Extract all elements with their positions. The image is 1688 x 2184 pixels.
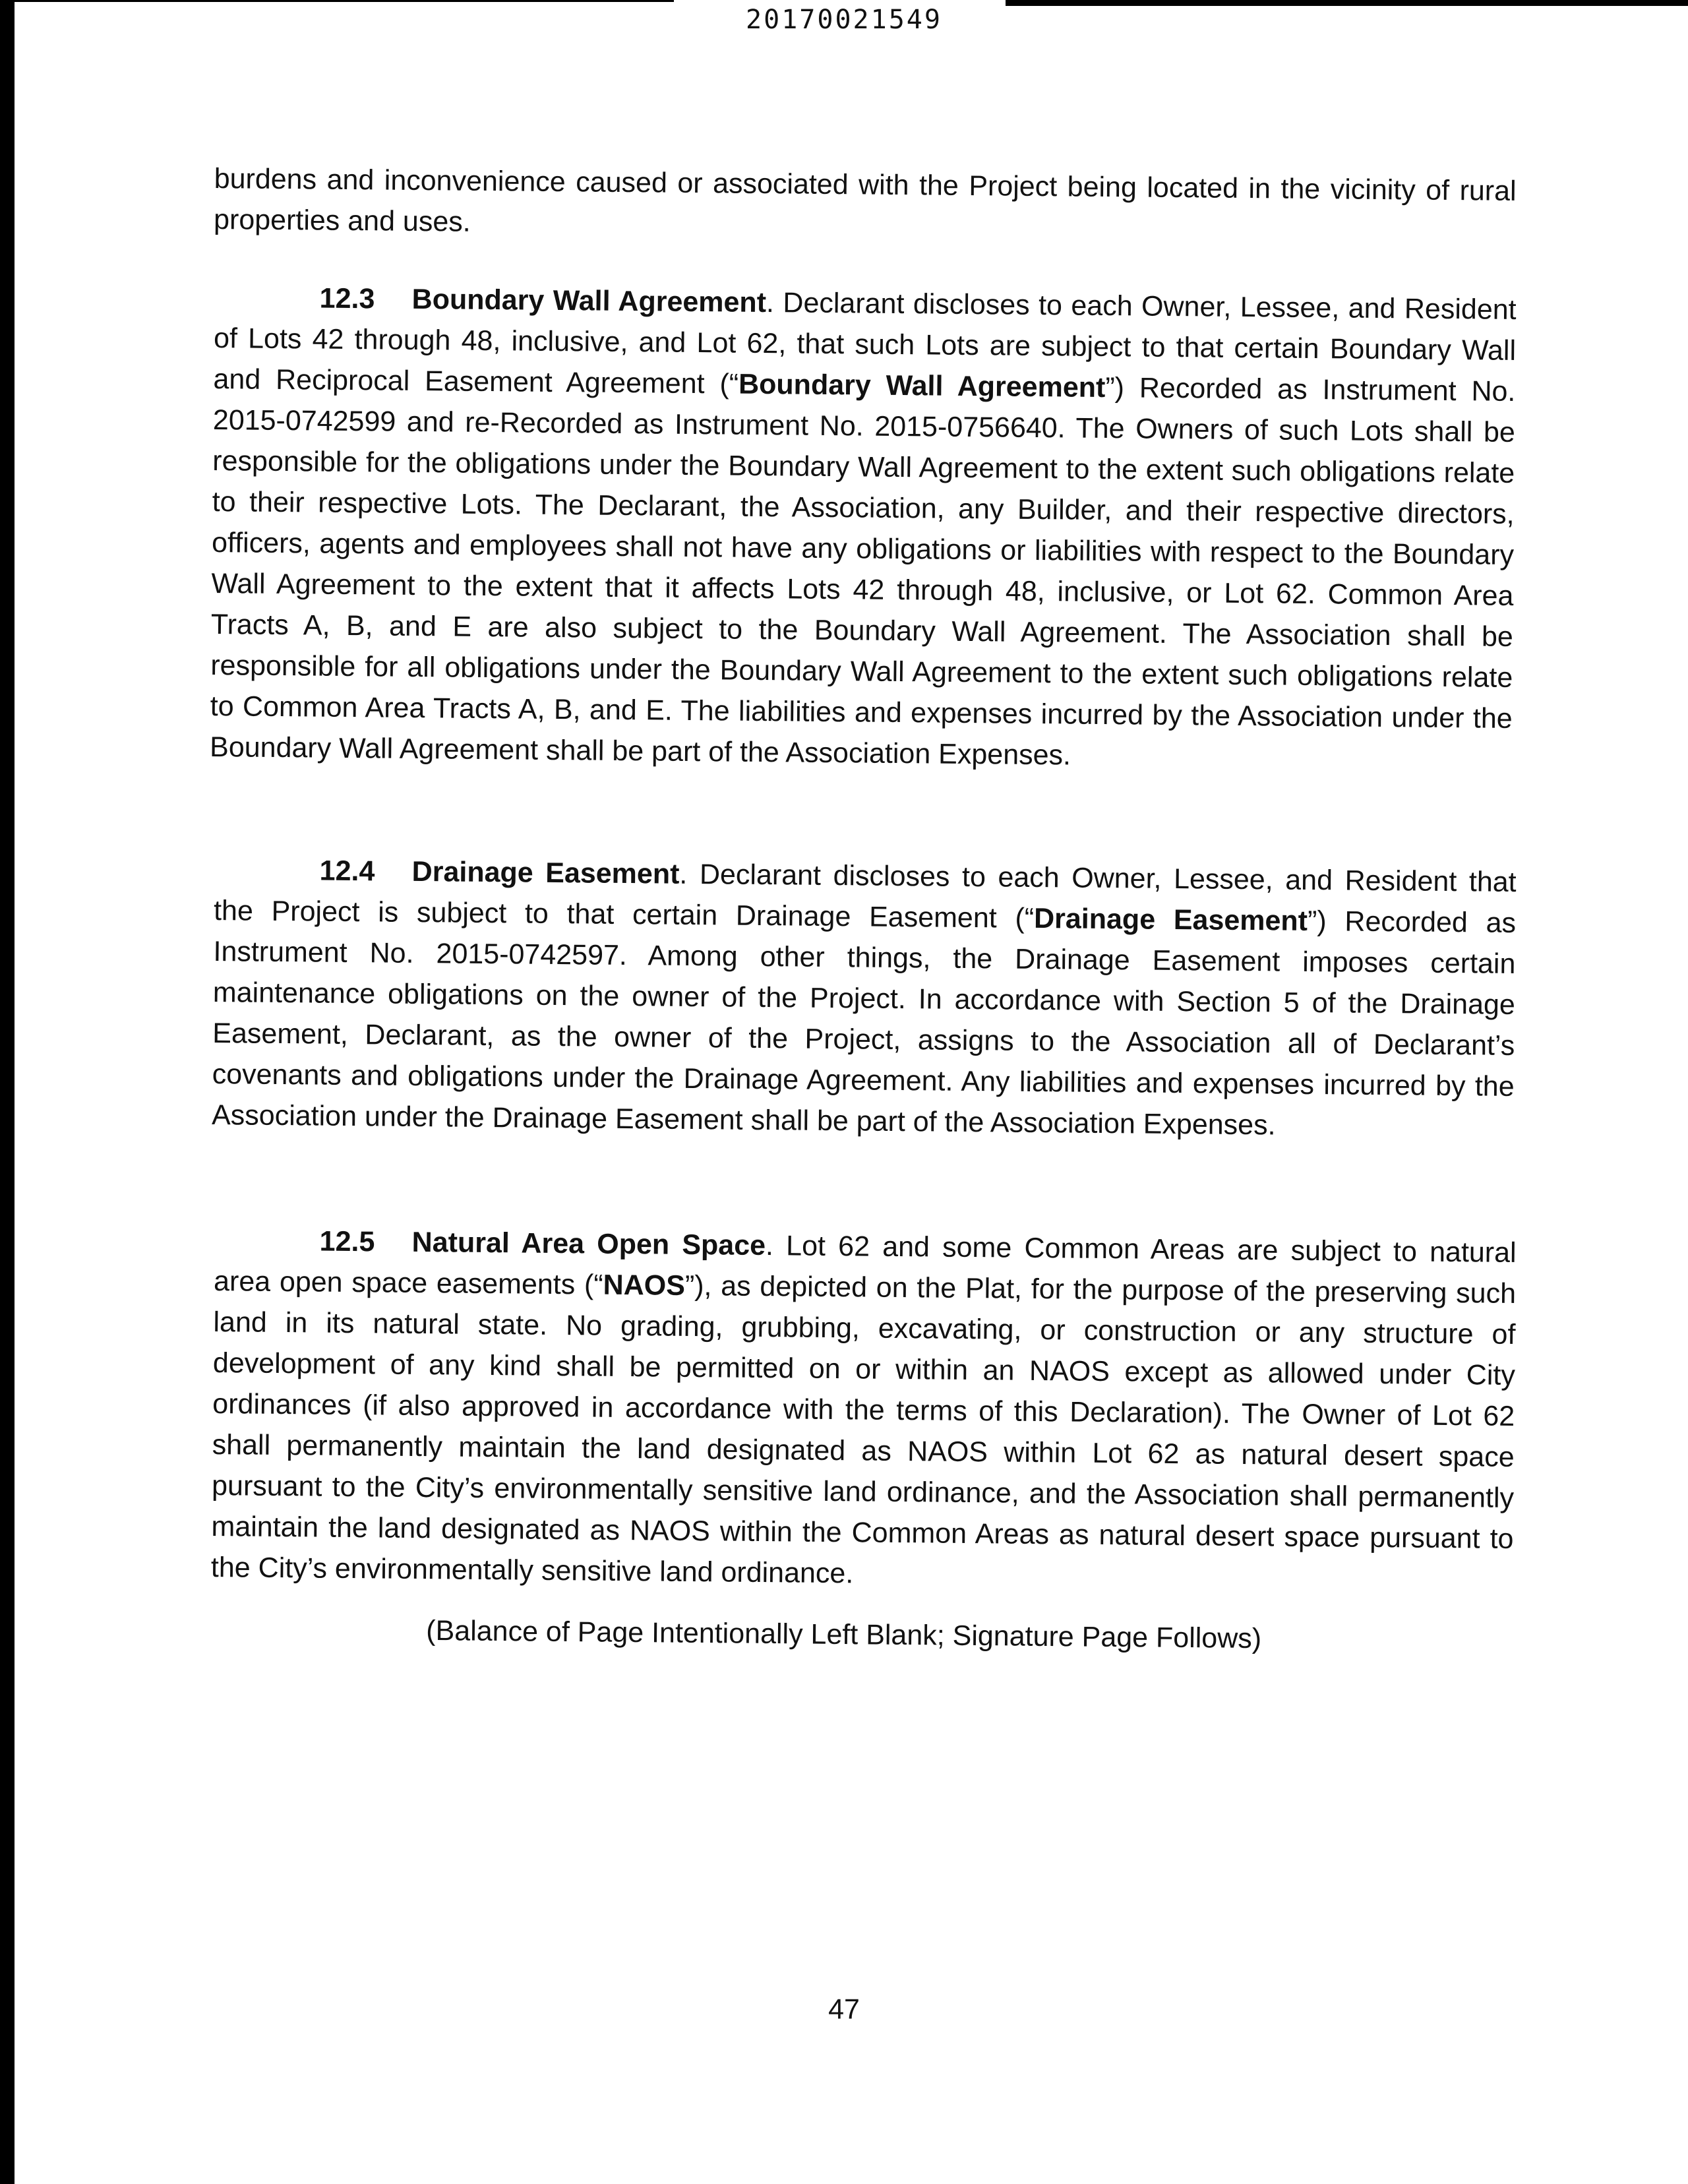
section-body-text: ”), as depicted on the Plat, for the purpose of the preserving such land in its natural state. No grading, grubbing, excavating, or construction or any structure of development of any kind shall be permitted on or within an NAOS except as allowed under City ordinances (if also approved in accordance with the terms of this Declaration). The Owner of Lot 62 shall permanently maintain the land designated as NAOS within Lot 62 as natural desert space pursuant to the City’s environmentally sensitive land ordinance, and the Association shall permanently maintain the land designated as NAOS within the Common Areas as natural desert space pursuant to the City’s environmentally sensitive land ordinance. bbox=[210, 1269, 1517, 1590]
section-body-text: . Declarant discloses to each Owner, Lessee, and Resident that the Project is subject to that certain Drainage Easement (“ bbox=[213, 858, 1517, 934]
page-number: 47 bbox=[828, 1993, 860, 2025]
section-12-4 bbox=[212, 849, 1517, 1148]
defined-term: Drainage Easement bbox=[1033, 902, 1308, 937]
section-12-3 bbox=[210, 277, 1517, 780]
section-12-3-paragraph bbox=[210, 277, 1517, 780]
section-number: 12.3 bbox=[319, 282, 375, 315]
section-body-text: . Declarant discloses to each Owner, Lessee, and Resident of Lots 42 through 48, inclusive, and Lot 62, that such Lots are subject to that certain Boundary Wall and Reciprocal Easement Agreement (“ bbox=[213, 287, 1517, 400]
defined-term: Boundary Wall Agreement bbox=[738, 368, 1106, 404]
balance-of-page-note: (Balance of Page Intentionally Left Blank; Signature Page Follows) bbox=[426, 1614, 1262, 1655]
section-title: Boundary Wall Agreement bbox=[411, 283, 767, 319]
section-body-text: ”) Recorded as Instrument No. 2015-0742597. Among other things, the Drainage Easement imposes certain maintenance obligations on the owner of the Project. In accordance with Section 5 of the Drainage Easement, Declarant, as the owner of the Project, assigns to the Association all of Declarant’s covenants and obligations under the Drainage Agreement. Any liabilities and expenses incurred by the Association under the Drainage Easement shall be part of the Association Expenses. bbox=[211, 905, 1517, 1141]
section-title: Natural Area Open Space bbox=[411, 1226, 766, 1262]
paragraph-continuation bbox=[214, 158, 1517, 253]
section-body-text: ”) Recorded as Instrument No. 2015-0742599 and re-Recorded as Instrument No. 2015-0756640. The Owners of such Lots shall be responsible for the obligations under the Boundary Wall Agreement to the extent such obligations relate to their respective Lots. The Declarant, the Association, any Builder, and their respective directors, officers, agents and employees shall not have any obligations or liabilities with respect to the Boundary Wall Agreement to the extent that it affects Lots 42 through 48, inclusive, or Lot 62. Common Area Tracts A, B, and E are also subject to the Boundary Wall Agreement. The Association shall be responsible for all obligations under the Boundary Wall Agreement to the extent such obligations relate to Common Area Tracts A, B, and E. The liabilities and expenses incurred by the Association under the Boundary Wall Agreement shall be part of the Association Expenses. bbox=[209, 371, 1516, 772]
section-title: Drainage Easement bbox=[411, 855, 680, 890]
section-12-5-paragraph bbox=[211, 1220, 1517, 1600]
section-number: 12.5 bbox=[319, 1225, 375, 1258]
scan-border-top-left bbox=[15, 0, 674, 2]
paragraph-continuation-text: burdens and inconvenience caused or associated with the Project being located in the vicinity of rural properties and uses. bbox=[213, 162, 1517, 238]
scan-border-left bbox=[0, 0, 15, 2184]
defined-term: NAOS bbox=[603, 1269, 686, 1302]
section-12-4-paragraph bbox=[212, 849, 1517, 1148]
section-number: 12.4 bbox=[319, 855, 375, 888]
section-12-5 bbox=[211, 1220, 1517, 1600]
recording-number: 20170021549 bbox=[746, 5, 942, 35]
section-body-text: . Lot 62 and some Common Areas are subject to natural area open space easements (“ bbox=[213, 1230, 1517, 1301]
